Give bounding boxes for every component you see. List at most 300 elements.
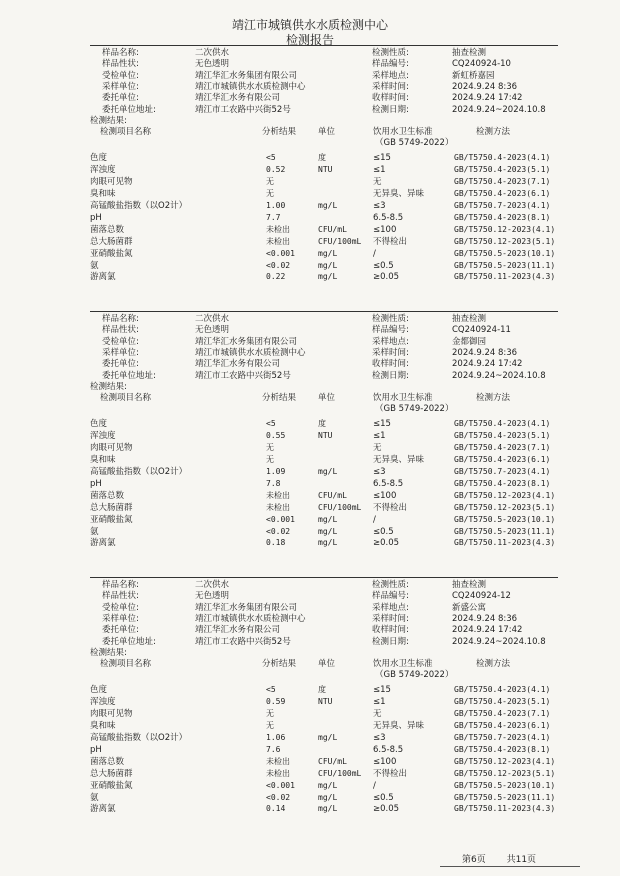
- cell-method: GB/T5750.4-2023(5.1): [454, 164, 551, 174]
- cell-method: GB/T5750.4-2023(4.1): [454, 418, 551, 428]
- cell-standard: ≤3: [373, 200, 386, 211]
- cell-result: 1.06: [266, 732, 286, 742]
- cell-standard: /: [373, 780, 376, 791]
- table-row: [90, 164, 558, 176]
- table-row: [90, 442, 558, 454]
- info-row: [90, 636, 558, 648]
- field-label: 收样时间:: [372, 625, 409, 636]
- field-value: 靖江市工农路中兴街52号: [195, 636, 291, 647]
- cell-unit: mg/L: [318, 780, 338, 790]
- cell-result: 未检出: [266, 490, 290, 500]
- cell-method: GB/T5750.4-2023(4.1): [454, 684, 551, 694]
- cell-result: 无: [266, 454, 274, 464]
- cell-result: <0.02: [266, 792, 291, 802]
- field-label: 检测日期:: [372, 370, 409, 381]
- cell-standard: ≤3: [373, 466, 386, 477]
- table-row: [90, 684, 558, 696]
- info-row: [90, 602, 558, 614]
- cell-method: GB/T5750.4-2023(8.1): [454, 478, 551, 488]
- field-value: 2024.9.24 17:42: [452, 359, 523, 370]
- cell-method: GB/T5750.4-2023(4.1): [454, 152, 551, 162]
- cell-item: 肉眼可见物: [90, 176, 133, 187]
- field-label: 采样时间:: [372, 347, 409, 358]
- cell-result: <0.02: [266, 260, 291, 270]
- cell-standard: ≤100: [373, 490, 397, 501]
- table-row: [90, 526, 558, 538]
- field-label: 采样地点:: [372, 602, 409, 613]
- cell-item: 臭和味: [90, 454, 116, 465]
- cell-unit: mg/L: [318, 732, 338, 742]
- cell-standard: 6.5-8.5: [373, 212, 404, 223]
- cell-unit: mg/L: [318, 804, 338, 814]
- field-label: 受检单位:: [102, 70, 139, 81]
- cell-result: 1.09: [266, 466, 286, 476]
- field-value: 靖江市城镇供水水质检测中心: [195, 81, 306, 92]
- column-header-method: 检测方法: [476, 659, 511, 670]
- column-header-item: 检测项目名称: [100, 659, 152, 670]
- field-value: 新虹桥嘉园: [452, 70, 495, 81]
- cell-result: <5: [266, 684, 276, 694]
- field-value: 靖江华汇水务集团有限公司: [195, 70, 298, 81]
- cell-item: pH: [90, 478, 102, 489]
- cell-standard: ≤0.5: [373, 792, 394, 803]
- cell-unit: CFU/100mL: [318, 768, 362, 778]
- cell-unit: mg/L: [318, 792, 338, 802]
- cell-unit: 度: [318, 418, 326, 428]
- field-value: 2024.9.24~2024.10.8: [452, 636, 546, 647]
- cell-item: pH: [90, 744, 102, 755]
- page-footer: [462, 852, 554, 865]
- cell-standard: 不得检出: [373, 502, 408, 513]
- table-row: [90, 212, 558, 224]
- field-value: CQ240924-12: [452, 591, 511, 602]
- cell-standard: ≤100: [373, 224, 397, 235]
- cell-method: GB/T5750.5-2023(10.1): [454, 780, 556, 790]
- cell-item: 游离氯: [90, 804, 116, 815]
- section-divider: [90, 45, 558, 46]
- cell-item: 菌落总数: [90, 490, 125, 501]
- results-heading: [90, 381, 558, 393]
- cell-unit: mg/L: [318, 526, 338, 536]
- cell-unit: mg/L: [318, 260, 338, 270]
- field-label: 受检单位:: [102, 602, 139, 613]
- cell-method: GB/T5750.12-2023(5.1): [454, 768, 556, 778]
- info-row: [90, 324, 558, 336]
- cell-result: <0.001: [266, 248, 295, 258]
- table-header: [90, 126, 558, 138]
- cell-result: 无: [266, 708, 274, 718]
- cell-unit: CFU/100mL: [318, 236, 362, 246]
- column-header-item: 检测项目名称: [100, 393, 152, 404]
- cell-item: 亚硝酸盐氮: [90, 514, 133, 525]
- cell-result: 1.00: [266, 200, 286, 210]
- field-label: 样品性状:: [102, 59, 139, 70]
- field-value: 2024.9.24~2024.10.8: [452, 104, 546, 115]
- column-header-unit: 单位: [318, 127, 336, 138]
- table-row: [90, 200, 558, 212]
- field-value: 无色透明: [195, 325, 230, 336]
- cell-method: GB/T5750.4-2023(7.1): [454, 708, 551, 718]
- column-header-item: 检测项目名称: [100, 127, 152, 138]
- table-header: [90, 658, 558, 670]
- field-label: 委托单位:: [102, 93, 139, 104]
- field-value: 新盛公寓: [452, 602, 487, 613]
- table-header-sub: [90, 403, 558, 415]
- cell-item: 肉眼可见物: [90, 442, 133, 453]
- cell-standard: ≤1: [373, 430, 386, 441]
- info-row: [90, 336, 558, 348]
- cell-standard: ≥0.05: [373, 272, 400, 283]
- field-label: 样品编号:: [372, 325, 409, 336]
- cell-item: 菌落总数: [90, 756, 125, 767]
- cell-result: 0.22: [266, 272, 286, 282]
- cell-standard: ≤3: [373, 732, 386, 743]
- cell-result: 未检出: [266, 768, 290, 778]
- column-header-method: 检测方法: [476, 393, 511, 404]
- cell-method: GB/T5750.11-2023(4.3): [454, 538, 556, 548]
- cell-method: GB/T5750.4-2023(8.1): [454, 744, 551, 754]
- cell-item: 高锰酸盐指数（以O2计）: [90, 466, 188, 477]
- cell-unit: CFU/100mL: [318, 502, 362, 512]
- cell-unit: CFU/mL: [318, 224, 347, 234]
- field-value: 2024.9.24 17:42: [452, 93, 523, 104]
- cell-method: GB/T5750.4-2023(8.1): [454, 212, 551, 222]
- info-row: [90, 70, 558, 82]
- cell-standard: ≤100: [373, 756, 397, 767]
- field-label: 检测日期:: [372, 104, 409, 115]
- cell-result: 无: [266, 720, 274, 730]
- cell-result: 0.52: [266, 164, 286, 174]
- table-row: [90, 188, 558, 200]
- table-row: [90, 756, 558, 768]
- field-label: 样品性状:: [102, 591, 139, 602]
- cell-item: 亚硝酸盐氮: [90, 780, 133, 791]
- info-row: [90, 358, 558, 370]
- cell-method: GB/T5750.11-2023(4.3): [454, 804, 556, 814]
- cell-unit: CFU/mL: [318, 490, 347, 500]
- cell-item: 总大肠菌群: [90, 768, 133, 779]
- column-header-result: 分析结果: [262, 659, 297, 670]
- cell-method: GB/T5750.7-2023(4.1): [454, 466, 551, 476]
- table-row: [90, 744, 558, 756]
- cell-result: 未检出: [266, 236, 290, 246]
- field-label: 采样单位:: [102, 613, 139, 624]
- cell-standard: ≤0.5: [373, 260, 394, 271]
- table-header-sub: [90, 137, 558, 149]
- cell-result: 未检出: [266, 756, 290, 766]
- info-row: [90, 58, 558, 70]
- cell-method: GB/T5750.12-2023(4.1): [454, 490, 556, 500]
- cell-result: 0.14: [266, 804, 286, 814]
- cell-item: 臭和味: [90, 188, 116, 199]
- field-label: 采样地点:: [372, 70, 409, 81]
- table-row: [90, 454, 558, 466]
- cell-result: 无: [266, 176, 274, 186]
- field-label: 样品名称:: [102, 48, 139, 58]
- info-row: [90, 579, 558, 591]
- cell-item: 氨: [90, 526, 99, 537]
- cell-unit: mg/L: [318, 538, 338, 548]
- cell-unit: mg/L: [318, 514, 338, 524]
- cell-unit: 度: [318, 152, 326, 162]
- info-row: [90, 92, 558, 104]
- section-divider: [90, 577, 558, 578]
- column-header-standard: 饮用水卫生标准: [373, 659, 433, 670]
- cell-result: <0.001: [266, 780, 295, 790]
- table-row: [90, 792, 558, 804]
- info-row: [90, 613, 558, 625]
- cell-item: 氨: [90, 792, 99, 803]
- cell-unit: NTU: [318, 430, 333, 440]
- field-value: 靖江市城镇供水水质检测中心: [195, 613, 306, 624]
- cell-method: GB/T5750.5-2023(10.1): [454, 514, 556, 524]
- field-value: 二次供水: [195, 48, 230, 58]
- cell-method: GB/T5750.11-2023(4.3): [454, 272, 556, 282]
- cell-standard: ≤1: [373, 164, 386, 175]
- cell-method: GB/T5750.4-2023(5.1): [454, 696, 551, 706]
- cell-result: 未检出: [266, 502, 290, 512]
- cell-result: 未检出: [266, 224, 290, 234]
- info-row: [90, 313, 558, 325]
- results-label: 检测结果:: [90, 115, 127, 126]
- info-row: [90, 347, 558, 359]
- cell-method: GB/T5750.12-2023(4.1): [454, 224, 556, 234]
- table-row: [90, 514, 558, 526]
- field-value: 二次供水: [195, 580, 230, 590]
- cell-standard: 无: [373, 176, 382, 187]
- column-header-standard-ref: （GB 5749-2022）: [375, 404, 454, 415]
- field-value: 2024.9.24 8:36: [452, 613, 518, 624]
- results-heading: [90, 115, 558, 127]
- info-row: [90, 624, 558, 636]
- table-row: [90, 176, 558, 188]
- field-label: 收样时间:: [372, 359, 409, 370]
- field-value: CQ240924-10: [452, 59, 511, 70]
- cell-result: 7.7: [266, 212, 281, 222]
- cell-item: 游离氯: [90, 538, 116, 549]
- field-value: 靖江华汇水务有限公司: [195, 625, 281, 636]
- table-row: [90, 152, 558, 164]
- cell-method: GB/T5750.4-2023(6.1): [454, 188, 551, 198]
- field-value: 2024.9.24 8:36: [452, 347, 518, 358]
- cell-method: GB/T5750.5-2023(11.1): [454, 526, 556, 536]
- cell-standard: 无异臭、异味: [373, 454, 425, 465]
- field-value: 靖江华汇水务集团有限公司: [195, 602, 298, 613]
- cell-unit: CFU/mL: [318, 756, 347, 766]
- results-heading: [90, 647, 558, 659]
- cell-standard: 6.5-8.5: [373, 744, 404, 755]
- table-row: [90, 466, 558, 478]
- column-header-unit: 单位: [318, 659, 336, 670]
- cell-result: 7.6: [266, 744, 281, 754]
- cell-standard: 不得检出: [373, 236, 408, 247]
- field-label: 检测日期:: [372, 636, 409, 647]
- cell-standard: ≤0.5: [373, 526, 394, 537]
- cell-method: GB/T5750.12-2023(5.1): [454, 502, 556, 512]
- cell-method: GB/T5750.5-2023(11.1): [454, 792, 556, 802]
- table-row: [90, 768, 558, 780]
- cell-unit: 度: [318, 684, 326, 694]
- report-subtitle: 检测报告: [285, 33, 334, 47]
- cell-standard: 不得检出: [373, 768, 408, 779]
- field-label: 检测性质:: [372, 580, 409, 590]
- field-value: 靖江市工农路中兴街52号: [195, 370, 291, 381]
- cell-item: 总大肠菌群: [90, 502, 133, 513]
- cell-standard: 6.5-8.5: [373, 478, 404, 489]
- field-label: 委托单位地址:: [102, 104, 156, 115]
- cell-item: 高锰酸盐指数（以O2计）: [90, 732, 188, 743]
- table-row: [90, 260, 558, 272]
- cell-item: 高锰酸盐指数（以O2计）: [90, 200, 188, 211]
- info-row: [90, 370, 558, 382]
- field-label: 委托单位地址:: [102, 636, 156, 647]
- field-value: 2024.9.24 17:42: [452, 625, 523, 636]
- field-value: 靖江市城镇供水水质检测中心: [195, 347, 306, 358]
- cell-result: <0.02: [266, 526, 291, 536]
- cell-unit: mg/L: [318, 248, 338, 258]
- field-label: 委托单位:: [102, 359, 139, 370]
- info-row: [90, 81, 558, 93]
- field-value: CQ240924-11: [452, 325, 511, 336]
- field-value: 靖江市工农路中兴街52号: [195, 104, 291, 115]
- info-row: [90, 47, 558, 59]
- page-total: 共11页: [506, 855, 537, 865]
- field-value: 无色透明: [195, 591, 230, 602]
- field-label: 采样时间:: [372, 613, 409, 624]
- field-label: 样品性状:: [102, 325, 139, 336]
- table-row: [90, 224, 558, 236]
- field-label: 采样单位:: [102, 347, 139, 358]
- cell-method: GB/T5750.4-2023(7.1): [454, 442, 551, 452]
- cell-result: 0.18: [266, 538, 286, 548]
- cell-method: GB/T5750.7-2023(4.1): [454, 200, 551, 210]
- field-label: 采样时间:: [372, 81, 409, 92]
- field-value: 抽查检测: [452, 580, 487, 590]
- table-row: [90, 430, 558, 442]
- cell-unit: mg/L: [318, 200, 338, 210]
- field-label: 检测性质:: [372, 48, 409, 58]
- cell-item: 浑浊度: [90, 164, 116, 175]
- section-divider: [90, 311, 558, 312]
- field-value: 2024.9.24 8:36: [452, 81, 518, 92]
- field-label: 样品编号:: [372, 591, 409, 602]
- cell-result: 0.55: [266, 430, 286, 440]
- cell-standard: 无: [373, 442, 382, 453]
- field-label: 采样单位:: [102, 81, 139, 92]
- cell-item: 色度: [90, 418, 108, 429]
- field-value: 靖江华汇水务集团有限公司: [195, 336, 298, 347]
- table-row: [90, 780, 558, 792]
- cell-method: GB/T5750.5-2023(10.1): [454, 248, 556, 258]
- cell-item: 臭和味: [90, 720, 116, 731]
- field-value: 二次供水: [195, 314, 230, 324]
- field-value: 抽查检测: [452, 48, 487, 58]
- cell-standard: 无异臭、异味: [373, 720, 425, 731]
- cell-result: <0.001: [266, 514, 295, 524]
- cell-method: GB/T5750.4-2023(5.1): [454, 430, 551, 440]
- cell-standard: ≥0.05: [373, 538, 400, 549]
- info-row: [90, 104, 558, 116]
- column-header-result: 分析结果: [262, 393, 297, 404]
- table-header: [90, 392, 558, 404]
- table-row: [90, 248, 558, 260]
- table-row: [90, 696, 558, 708]
- table-row: [90, 502, 558, 514]
- table-row: [90, 803, 558, 815]
- field-label: 样品名称:: [102, 580, 139, 590]
- column-header-unit: 单位: [318, 393, 336, 404]
- field-value: 靖江华汇水务有限公司: [195, 359, 281, 370]
- cell-method: GB/T5750.5-2023(11.1): [454, 260, 556, 270]
- cell-item: pH: [90, 212, 102, 223]
- cell-item: 色度: [90, 684, 108, 695]
- field-label: 样品名称:: [102, 314, 139, 324]
- field-label: 检测性质:: [372, 314, 409, 324]
- report-title: 靖江市城镇供水水质检测中心: [231, 18, 388, 32]
- cell-standard: /: [373, 514, 376, 525]
- results-label: 检测结果:: [90, 647, 127, 658]
- cell-unit: NTU: [318, 696, 333, 706]
- cell-standard: ≤1: [373, 696, 386, 707]
- cell-standard: 无: [373, 708, 382, 719]
- results-label: 检测结果:: [90, 381, 127, 392]
- table-header-sub: [90, 669, 558, 681]
- field-value: 2024.9.24~2024.10.8: [452, 370, 546, 381]
- cell-standard: ≤15: [373, 684, 391, 695]
- cell-item: 色度: [90, 152, 108, 163]
- table-row: [90, 478, 558, 490]
- field-value: 金都御园: [452, 336, 487, 347]
- cell-unit: mg/L: [318, 466, 338, 476]
- cell-unit: NTU: [318, 164, 333, 174]
- cell-item: 浑浊度: [90, 430, 116, 441]
- cell-result: 无: [266, 442, 274, 452]
- column-header-standard: 饮用水卫生标准: [373, 127, 433, 138]
- column-header-standard-ref: （GB 5749-2022）: [375, 670, 454, 681]
- table-row: [90, 490, 558, 502]
- field-label: 采样地点:: [372, 336, 409, 347]
- cell-method: GB/T5750.12-2023(5.1): [454, 236, 556, 246]
- cell-result: <5: [266, 152, 276, 162]
- cell-method: GB/T5750.4-2023(7.1): [454, 176, 551, 186]
- cell-item: 肉眼可见物: [90, 708, 133, 719]
- table-row: [90, 271, 558, 283]
- cell-method: GB/T5750.4-2023(6.1): [454, 454, 551, 464]
- cell-method: GB/T5750.7-2023(4.1): [454, 732, 551, 742]
- cell-standard: ≤15: [373, 418, 391, 429]
- column-header-method: 检测方法: [476, 127, 511, 138]
- field-label: 受检单位:: [102, 336, 139, 347]
- cell-result: 7.8: [266, 478, 281, 488]
- table-row: [90, 537, 558, 549]
- cell-standard: /: [373, 248, 376, 259]
- cell-method: GB/T5750.4-2023(6.1): [454, 720, 551, 730]
- cell-result: 无: [266, 188, 274, 198]
- field-label: 委托单位地址:: [102, 370, 156, 381]
- page-number: 第6页: [462, 855, 486, 865]
- cell-unit: mg/L: [318, 272, 338, 282]
- column-header-standard: 饮用水卫生标准: [373, 393, 433, 404]
- cell-method: GB/T5750.12-2023(4.1): [454, 756, 556, 766]
- table-row: [90, 708, 558, 720]
- cell-item: 菌落总数: [90, 224, 125, 235]
- table-row: [90, 720, 558, 732]
- cell-standard: 无异臭、异味: [373, 188, 425, 199]
- field-value: 靖江华汇水务有限公司: [195, 93, 281, 104]
- field-label: 收样时间:: [372, 93, 409, 104]
- field-value: 抽查检测: [452, 314, 487, 324]
- cell-result: 0.59: [266, 696, 286, 706]
